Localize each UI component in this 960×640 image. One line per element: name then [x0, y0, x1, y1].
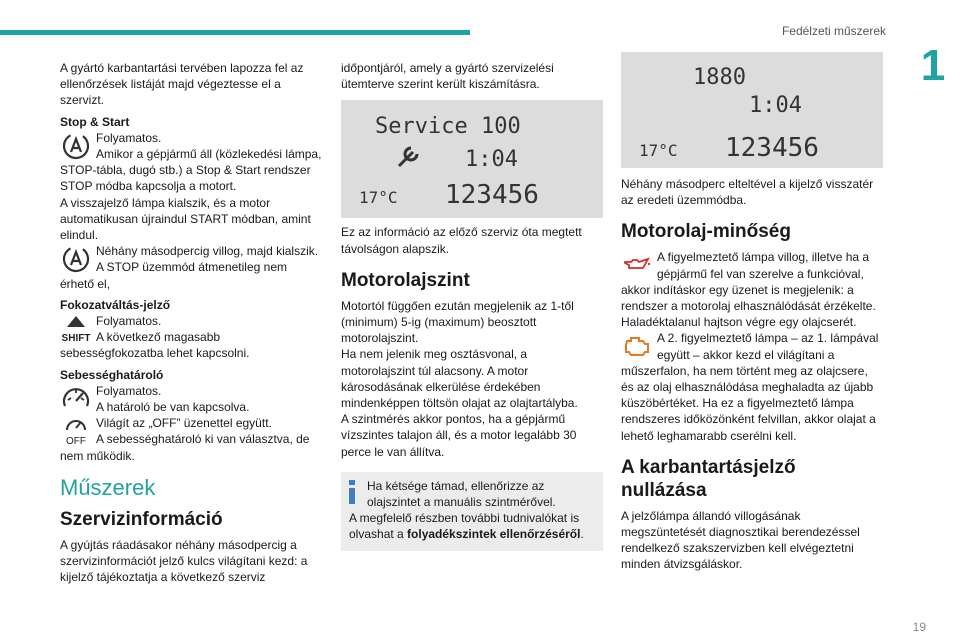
lcd-odometer: 123456 [725, 133, 819, 163]
stop-start-item-1 [60, 130, 322, 243]
speed-text-2: Világít az „OFF” üzenettel együtt. A sebességhatároló ki van választva, de nem működik. [60, 416, 310, 463]
speed-limiter-icon [60, 384, 92, 414]
speed-item-1 [60, 383, 322, 415]
page-number: 19 [912, 620, 926, 634]
svg-text:OFF: OFF [66, 436, 86, 447]
shift-icon [60, 314, 92, 344]
oil-quality-item-1 [621, 249, 883, 330]
engine-warning-icon [621, 331, 653, 361]
service-info-heading: Szervizinformáció [60, 509, 223, 531]
section-title: Fedélzeti műszerek [781, 24, 886, 38]
lcd-time: 1:04 [749, 93, 802, 118]
speed-limiter-title: Sebességhatároló [60, 367, 164, 382]
stop-start-item-2 [60, 243, 322, 292]
speed-text-1: Folyamatos. A határoló be van kapcsolva. [96, 383, 250, 415]
stop-start-text-1: Folyamatos. Amikor a gépjármű áll (közlekedési lámpa, STOP-tábla, dugó stb.) a Stop & Start rendszer STOP módba kapcsolja a motort. A visszajelző lámpa kialszik, és a motor automatikusan újraindul START módban, amint elindul. [60, 130, 322, 243]
stop-start-text-2: Néhány másodpercig villog, majd kialszik. A STOP üzemmód átmenetileg nem érhető el, [60, 244, 319, 291]
column-1 [60, 60, 322, 586]
column-2 [341, 60, 603, 551]
lcd-time: 1:04 [465, 147, 518, 173]
oil-level-text: Motortól függően ezután megjelenik az 1-től (minimum) 5-ig (maximum) beosztott motorolajszint. Ha nem jelenik meg osztásvonal, a motorolajszint túl alacsony. A motor károsodásának elkerülése érdekében mindenképpen töltsön olajat az olajtartályba. A szintmérés akkor pontos, ha a gépjármű vízszintes talajon áll, és a motor legalább 30 perce le van állítva. [341, 298, 578, 459]
oil-quality-text-1: A figyelmeztető lámpa villog, illetve ha a gépjármű fel van szerelve a funkcióval, akkor indításkor egy üzenet is megjelenik: a rendszer a motorolaj elhasználódását érzékelte. Haladéktalanul hajtson végre egy olajcserét. [621, 250, 876, 330]
speed-limiter-off-icon [60, 416, 92, 446]
info-icon [349, 480, 355, 504]
column-3 [621, 52, 883, 573]
intro-paragraph: A gyártó karbantartási tervében lapozza fel az ellenőrzések listáját majd végeztesse el a szervizt. [60, 61, 304, 108]
speed-item-2 [60, 415, 322, 464]
return-text: Néhány másodperc elteltével a kijelző visszatér az eredeti üzemmódba. [621, 177, 874, 208]
after-lcd-text: Ez az információ az előző szerviz óta megtett távolságon alapszik. [341, 225, 582, 256]
gear-text: Folyamatos. A következő magasabb sebességfokozatba lehet kapcsolni. [60, 314, 250, 361]
note-line-1: Ha kétsége támad, ellenőrizze az olajszintet a manuális szintmérővel. [367, 478, 556, 510]
stop-start-title: Stop & Start [60, 114, 130, 129]
service-cont-text: időpontjáról, amely a gyártó szervizelési ütemterve szerint került kiszámításra. [341, 61, 554, 92]
header-accent-bar [0, 30, 470, 35]
maintenance-reset-heading: A karbantartásjelző nullázása [621, 456, 796, 501]
gear-indicator-title: Fokozatváltás-jelző [60, 297, 171, 312]
service-info-text: A gyújtás ráadásakor néhány másodpercig a szervizinformációt jelző kulcs világítani kezd: a kijelző tájékoztatja a következő szerviz [60, 538, 308, 585]
oil-quality-text-2: A 2. figyelmeztető lámpa – az 1. lámpával együtt – akkor kezd el világítani a műszerfalon, ha nem történt meg az olajcsere, és az olaj elhasználódása meghaladta az újabb küszöbértéket. Ha ez a figyelmeztető lámpa rendszeres időközönként felvillan, akkor olajat a lehető leghamarabb cserélni kell. [621, 331, 879, 443]
oil-quality-heading: Motorolaj-minőség [621, 221, 791, 243]
odometer-display-image [621, 52, 883, 168]
maintenance-reset-text: A jelzőlámpa állandó villogásának megszüntetését diagnosztikai berendezéssel rendelkező szakszervizben kell elvégeztetni minden átvizsgáláskor. [621, 508, 860, 572]
oil-quality-item-2 [621, 330, 883, 443]
lcd-odometer: 123456 [445, 180, 539, 211]
stop-start-flash-icon [60, 244, 92, 274]
lcd-temp: 17°C [639, 141, 678, 160]
svg-text:SHIFT: SHIFT [61, 333, 91, 345]
oil-level-heading: Motorolajszint [341, 269, 470, 291]
lcd-temp: 17°C [359, 188, 398, 208]
oil-can-icon [621, 250, 653, 280]
gear-item [60, 313, 322, 362]
lcd-top-value: 1880 [693, 65, 746, 90]
service-display-image [341, 100, 603, 218]
stop-start-icon [60, 131, 92, 161]
chapter-number: 1 [906, 42, 960, 90]
lcd-service-text: Service 100 [375, 114, 521, 140]
wrench-icon [399, 148, 417, 166]
info-note [341, 472, 603, 551]
instruments-heading: Műszerek [60, 474, 156, 500]
note-line-2: A megfelelő részben további tudnivalókat is olvashat a folyadékszintek ellenőrzéséről. [349, 511, 584, 542]
